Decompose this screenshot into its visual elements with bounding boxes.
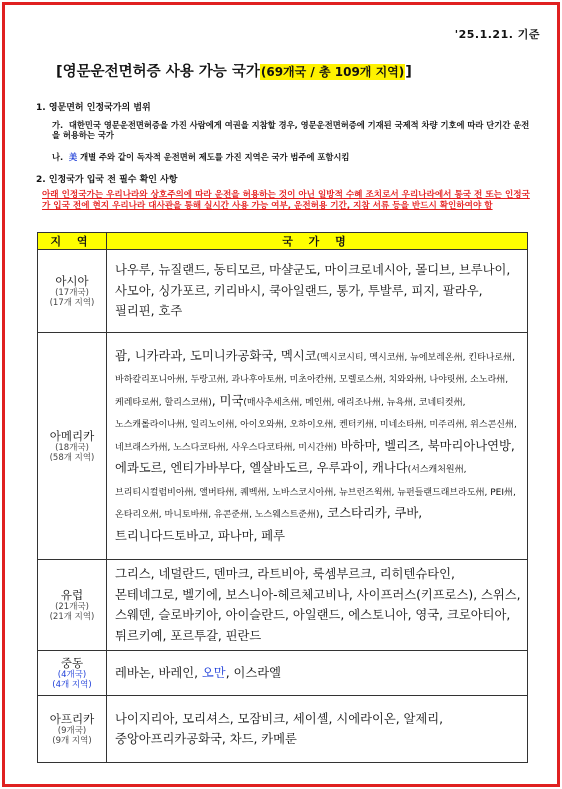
countries-europe: 그리스, 네덜란드, 덴마크, 라트비아, 룩셈부르크, 리히텐슈타인, 몬테네그로, 벨기에, 보스니아-헤르체고비나, 사이프러스(키프로스), 스위스, 스웨덴, 슬로바키아, 아이슬란드, 아일랜드, 에스토니아, 영국, 크로아티아, 튀르키예, 포르투갈, 핀란드 (107, 560, 528, 651)
title-main: [영문운전면허증 사용 가능 국가 (56, 64, 260, 80)
country-table (37, 232, 528, 763)
section-1-heading: 1. 영문면허 인정국가의 범위 (36, 103, 151, 113)
table-row-europe (38, 560, 528, 651)
usa-states: (매사추세츠州, 메인州, 애리조나州, 뉴욕州, 코네티컷州, 노스캐롤라이나州, 일리노이州, 아이오와州, 오하이오州, 켄터키州, 미네소타州, 미주리州, 위스콘신州, 네브래스카州, 노스다코타州, 사우스다코타州, 미시간州) (115, 397, 517, 453)
region-country-count: (18개국) (55, 442, 89, 453)
table-row-asia (38, 250, 528, 333)
table-header (38, 233, 528, 250)
middle-east-part-1: 레바논, 바레인, (115, 665, 202, 680)
item-na (52, 152, 532, 162)
header-countries: 국 가 명 (107, 233, 528, 250)
region-area-count: (9개 지역) (52, 735, 92, 746)
countries-middle-east (107, 651, 528, 696)
item-na-label: 나. (52, 152, 64, 162)
item-na-text: 개별 주와 같이 독자적 운전면허 제도를 가진 지역은 국가 범주에 포함시킴 (80, 152, 350, 162)
table-row-america (38, 333, 528, 560)
table-row-middle-east (38, 651, 528, 696)
title-highlight: (69개국 / 총 109개 지역) (260, 65, 405, 79)
region-country-count: (17개국) (55, 287, 89, 298)
america-part-1: 괌, 니카라과, 도미니카공화국, 멕시코 (115, 348, 317, 363)
section-2-heading: 2. 인정국가 입국 전 필수 확인 사항 (36, 175, 178, 185)
item-ga-text: 대한민국 영문운전면허증을 가진 사람에게 여권을 지참할 경우, 영문운전면허증에 기재된 국제적 차량 기호에 따라 단기간 운전을 허용하는 국가 (52, 120, 530, 140)
region-name: 아시아 (55, 273, 89, 288)
region-america (38, 333, 107, 560)
america-part-4: , 코스타리카, 쿠바, 트리니다드토바고, 파나마, 페루 (115, 506, 423, 543)
item-na-us: 美 (68, 152, 78, 162)
region-area-count: (58개 지역) (49, 452, 95, 463)
countries-asia: 나우루, 뉴질랜드, 동티모르, 마샬군도, 마이크로네시아, 몰디브, 브루나이, 사모아, 싱가포르, 키리바시, 쿡아일랜드, 통가, 투발루, 피지, 팔라우, 필리핀, 호주 (107, 250, 528, 333)
america-part-2: , 미국 (211, 393, 244, 408)
table-row-africa (38, 696, 528, 763)
header-region: 지 역 (38, 233, 107, 250)
region-asia (38, 250, 107, 333)
region-area-count: (4개 지역) (52, 679, 92, 690)
region-africa (38, 696, 107, 763)
warning-note: 아래 인정국가는 우리나라와 상호주의에 따라 운전을 허용하는 것이 아닌 일방적 수혜 조치로서 우리나라에서 통국 전 또는 인정국가 입국 전에 현지 우리나라 대사관을 통해 실시간 사용 가능 여부, 운전허용 기간, 지참 서류 등을 반드시 확인하여야 함 (42, 190, 530, 211)
oman: 오만 (201, 665, 226, 680)
canada-provinces: (서스캐처원州, 브리티시컬럼비아州, 앨버타州, 퀘벡州, 노바스코시아州, 뉴브런즈윅州, 뉴펀들랜드래브라도州, PEI州, 온타리오州, 마니토바州, 유콘준州, 노스웨스트준州) (115, 465, 516, 521)
item-ga (52, 120, 532, 140)
page-title (56, 57, 496, 87)
region-area-count: (17개 지역) (49, 297, 95, 308)
item-ga-label: 가. (52, 120, 64, 130)
region-middle-east (38, 651, 107, 696)
reference-date: '25.1.21. 기준 (454, 28, 540, 41)
region-country-count: (4개국) (57, 669, 87, 680)
title-close: ] (405, 64, 412, 80)
region-name: 중동 (60, 655, 84, 670)
countries-america (107, 333, 528, 560)
region-country-count: (9개국) (57, 725, 87, 736)
region-country-count: (21개국) (55, 601, 89, 612)
region-europe (38, 560, 107, 651)
region-name: 유럽 (60, 587, 84, 602)
middle-east-part-2: , 이스라엘 (225, 665, 282, 680)
countries-africa: 나이지리아, 모리셔스, 모잠비크, 세이셸, 시에라이온, 알제리, 중앙아프리카공화국, 차드, 카메룬 (107, 696, 528, 763)
region-name: 아메리카 (49, 428, 95, 443)
mexico-states: (멕시코시티, 멕시코州, 뉴에보레온州, 킨타나로州, 바하칼리포니아州, 두랑고州, 과나후아토州, 미초아칸州, 모렐로스州, 치와와州, 나야릿州, 소노라州, 케레타로州, 할리스코州) (115, 352, 515, 408)
region-area-count: (21개 지역) (49, 611, 95, 622)
region-name: 아프리카 (49, 711, 95, 726)
america-part-3: 바하마, 벨리즈, 북마리아나연방, 에콰도르, 엔티가바부다, 엘살바도르, 우루과이, 캐나다 (115, 438, 515, 476)
